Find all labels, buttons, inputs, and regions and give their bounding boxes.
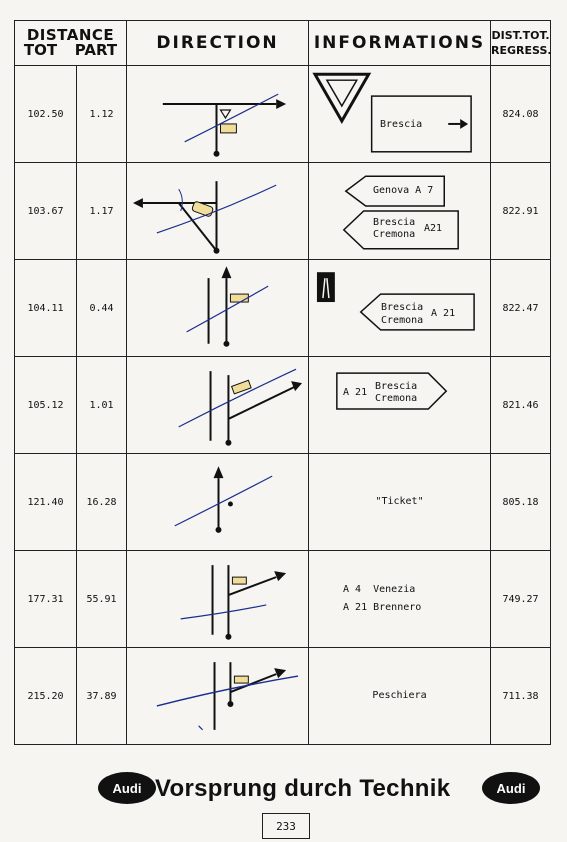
regress-label: REGRESS. [491, 44, 552, 57]
info-peschiera: Peschiera [372, 690, 427, 701]
part-cell: 1.12 [77, 66, 127, 163]
page-number: 233 [262, 813, 310, 839]
sign-road-number: A21 [424, 223, 443, 234]
direction-signs-icon [309, 163, 490, 259]
info-ticket: "Ticket" [375, 496, 424, 507]
junction-diagram-icon [127, 163, 308, 259]
dist-tot-label: DIST.TOT. [491, 29, 550, 42]
regress-cell: 821.46 [491, 357, 551, 454]
info-cell [309, 454, 491, 551]
sign-road-number: A 21 [431, 308, 456, 319]
direction-diagram [127, 357, 309, 454]
roadbook-table [14, 20, 551, 745]
sign-cremona: Cremona [373, 229, 416, 240]
part-cell: 55.91 [77, 551, 127, 648]
info-venezia: A 4 Venezia [343, 584, 416, 595]
header-row [15, 21, 551, 66]
tot-cell: 105.12 [15, 357, 77, 454]
direction-diagram [127, 648, 309, 745]
tot-cell: 104.11 [15, 260, 77, 357]
junction-diagram-icon [127, 66, 308, 162]
sign-brescia: Brescia [375, 381, 418, 392]
audi-logo-icon: Audi [98, 772, 156, 804]
tot-label: TOT [23, 41, 58, 59]
part-cell: 1.17 [77, 163, 127, 260]
info-cell [309, 260, 491, 357]
table-row [15, 260, 551, 357]
info-cell [309, 648, 491, 745]
direction-diagram [127, 454, 309, 551]
tot-cell: 103.67 [15, 163, 77, 260]
junction-diagram-icon [127, 260, 308, 356]
junction-diagram-icon [127, 648, 308, 744]
regress-cell: 805.18 [491, 454, 551, 551]
part-cell: 16.28 [77, 454, 127, 551]
distance-header [15, 21, 127, 66]
distance-label: DISTANCE [26, 26, 115, 44]
info-lines [309, 581, 490, 617]
footer-banner [0, 772, 567, 806]
table-row [15, 454, 551, 551]
info-cell [309, 66, 491, 163]
direction-diagram [127, 260, 309, 357]
junction-diagram-icon [127, 551, 308, 647]
direction-signs-icon [309, 357, 490, 453]
part-cell: 1.01 [77, 357, 127, 454]
part-label: PART [74, 41, 118, 59]
table-row [15, 66, 551, 163]
part-cell: 37.89 [77, 648, 127, 745]
regress-cell: 822.91 [491, 163, 551, 260]
slogan: Vorsprung durch Technik [155, 775, 451, 802]
sign-cremona: Cremona [381, 315, 424, 326]
table-row [15, 551, 551, 648]
regress-cell: 822.47 [491, 260, 551, 357]
direction-header: DIRECTION [127, 21, 309, 66]
audi-logo-icon: Audi [482, 772, 540, 804]
part-cell: 0.44 [77, 260, 127, 357]
info-cell [309, 551, 491, 648]
regress-cell: 824.08 [491, 66, 551, 163]
sign-cremona: Cremona [375, 393, 418, 404]
table-row [15, 357, 551, 454]
straight-ahead-diagram-icon [127, 454, 308, 550]
sign-brescia: Brescia [373, 217, 416, 228]
sign-road-number: A 21 [343, 387, 368, 398]
table-row [15, 163, 551, 260]
informations-header: INFORMATIONS [309, 21, 491, 66]
direction-diagram [127, 551, 309, 648]
sign-brescia: Brescia [380, 119, 423, 130]
info-brennero: A 21 Brennero [343, 602, 422, 613]
info-cell [309, 163, 491, 260]
tot-cell: 121.40 [15, 454, 77, 551]
regress-cell: 749.27 [491, 551, 551, 648]
sign-brescia: Brescia [381, 302, 424, 313]
direction-diagram [127, 163, 309, 260]
direction-diagram [127, 66, 309, 163]
tot-cell: 215.20 [15, 648, 77, 745]
regress-header [491, 21, 551, 66]
junction-diagram-icon [127, 357, 308, 453]
tot-cell: 102.50 [15, 66, 77, 163]
yield-sign-icon [309, 66, 490, 162]
table-row [15, 648, 551, 745]
sign-genova: Genova A 7 [373, 185, 434, 196]
info-cell [309, 357, 491, 454]
regress-cell: 711.38 [491, 648, 551, 745]
tot-cell: 177.31 [15, 551, 77, 648]
